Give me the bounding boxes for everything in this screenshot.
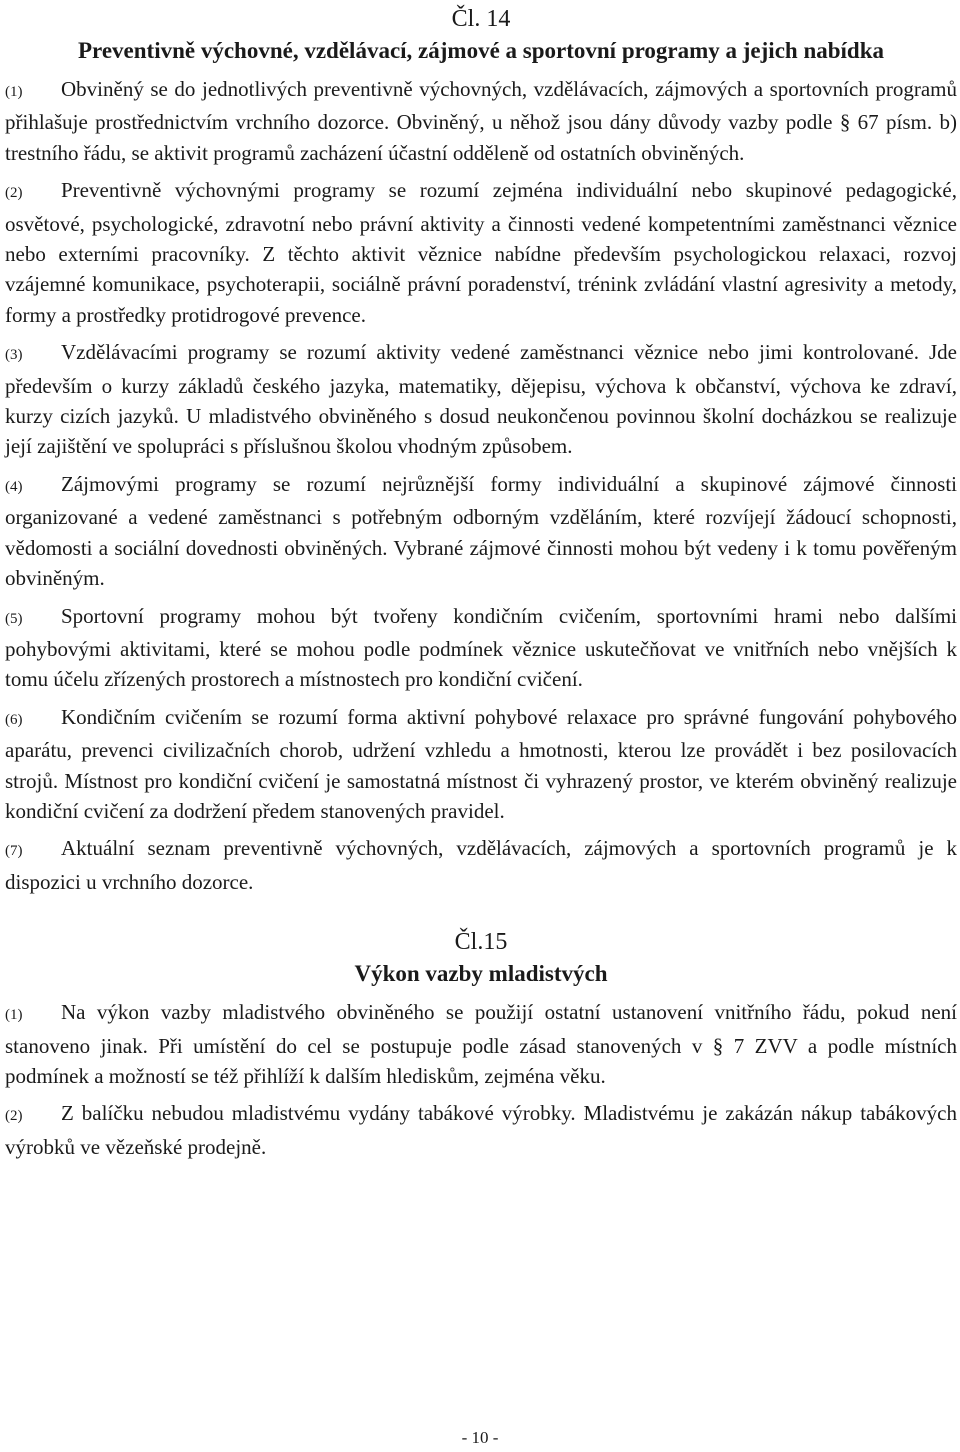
paragraph [5, 74, 957, 168]
article-15-number: Čl.15 [454, 929, 508, 956]
paragraph-text: Na výkon vazby mladistvého obviněného se použijí ostatní ustanovení vnitřního řádu, pokud není stanoveno jinak. Při umístění do cel se postupuje podle zásad stanovených v § 7 ZVV a podle místních podmínek a možností se též přihlíží k dalším hlediskům, zejména věku. [5, 1000, 957, 1088]
paragraph-text: Obviněný se do jednotlivých preventivně výchovných, vzdělávacích, zájmových a sportovních programů přihlašuje prostřednictvím vrchního dozorce. Obviněný, u něhož jsou dány důvody vazby podle § 67 písm. b) trestního řádu, se aktivit programů zacházení účastní odděleně od ostatních obviněných. [5, 77, 957, 165]
paragraph [5, 1098, 957, 1162]
paragraph-text: Zájmovými programy se rozumí nejrůznější formy individuální a skupinové zájmové činnosti organizované a vedené zaměstnanci s potřebným odborným vzděláním, které rozvíjejí žádoucí schopnosti, vědomosti a sociální dovednosti obviněných. Vybrané zájmové činnosti mohou být vedeny i k tomu pověřeným obviněným. [5, 471, 957, 591]
paragraph-number: (5) [5, 610, 23, 627]
paragraph-text: Z balíčku nebudou mladistvému vydány tabákové výrobky. Mladistvému je zakázán nákup tabákových výrobků ve vězeňské prodejně. [5, 1101, 957, 1159]
paragraph-number: (2) [5, 1108, 23, 1125]
paragraph [5, 469, 957, 594]
paragraph-number: (1) [5, 1007, 23, 1024]
paragraph-text: Kondičním cvičením se rozumí forma aktivní pohybové relaxace pro správné fungování pohybového aparátu, prevenci civilizačních chorob, udržení vzhledu a hmotnosti, kterou lze provádět i bez posilovacích strojů. Místnost pro kondiční cvičení je samostatná místnost či vyhrazený prostor, ve kterém obviněný realizuje kondiční cvičení za dodržení předem stanovených pravidel. [5, 704, 957, 823]
paragraph-number: (3) [5, 347, 23, 364]
paragraph-text: Sportovní programy mohou být tvořeny kondičním cvičením, sportovními hrami nebo dalšími pohybovými aktivitami, které se mohou podle podmínek věznice uskutečňovat ve vnitřních nebo vnějších k tomu účelu zřízených prostorech a místnostech pro kondiční cvičení. [5, 603, 957, 692]
article-15-title: Výkon vazby mladistvých [354, 961, 608, 987]
article-14-number: Čl. 14 [451, 6, 511, 32]
paragraph-number: (1) [5, 84, 23, 100]
paragraph-number: (7) [5, 843, 23, 860]
paragraph-number: (4) [5, 478, 23, 495]
paragraph [5, 997, 957, 1091]
paragraph-text: Aktuální seznam preventivně výchovných, vzdělávacích, zájmových a sportovních programů je k dispozici u vrchního dozorce. [5, 836, 957, 894]
paragraph [5, 175, 957, 330]
paragraph [5, 601, 957, 695]
paragraph-number: (6) [5, 711, 23, 728]
paragraph-text: Vzdělávacími programy se rozumí aktivity vedené zaměstnanci věznice nebo jimi kontrolované. Jde především o kurzy základů českého jazyka, matematiky, dějepisu, výchova k občanství, výchova ke zdraví, kurzy cizích jazyků. U mladistvého obviněného s dosud neukončenou povinnou školní docházkou se realizuje její zajištění ve spolupráci s příslušnou školou vhodným způsobem. [5, 340, 957, 459]
document-page [5, 0, 957, 1169]
paragraph [5, 337, 957, 462]
page-number: - 10 - [461, 1428, 499, 1447]
paragraph-number: (2) [5, 185, 23, 202]
paragraph [5, 702, 957, 827]
paragraph-text: Preventivně výchovnými programy se rozumí zejména individuální nebo skupinové pedagogické, osvětové, psychologické, zdravotní nebo právní aktivity a činnosti vedené kompetentními zaměstnanci věznice nebo externími pracovníky. Z těchto aktivit věznice nabídne především psychologickou relaxaci, rozvoj vzájemné komunikace, psychoterapii, sociálně právní poradenství, trénink zvládání vlastní agresivity a metody, formy a prostředky protidrogové prevence. [5, 178, 957, 327]
article-14-title: Preventivně výchovné, vzdělávací, zájmové a sportovní programy a jejich nabídka [78, 38, 884, 63]
paragraph [5, 833, 957, 897]
